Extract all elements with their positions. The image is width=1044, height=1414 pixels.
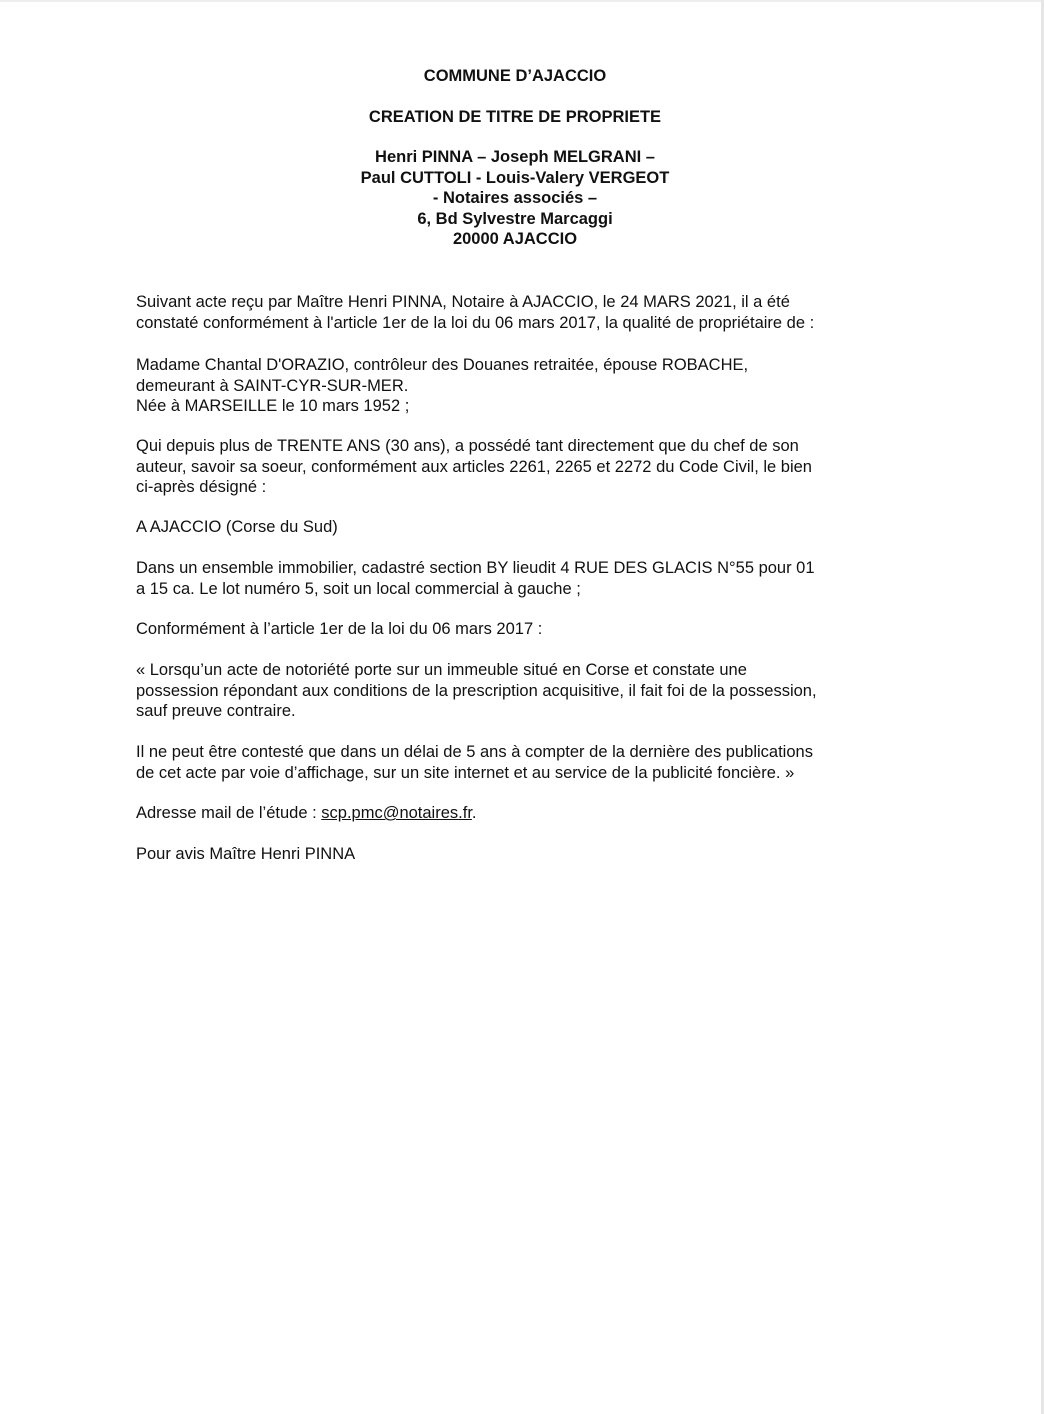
text-line: Madame Chantal D'ORAZIO, contrôleur des Douanes retraitée, épouse ROBACHE, — [136, 356, 749, 374]
citation-paragraph — [136, 660, 876, 722]
text-line: Née à MARSEILLE le 10 mars 1952 ; — [136, 397, 410, 415]
notaires-line: - Notaires associés – — [432, 189, 598, 207]
designation-paragraph — [136, 558, 876, 599]
conformement-paragraph — [136, 619, 876, 640]
notaires-line: Paul CUTTOLI - Louis-Valery VERGEOT — [360, 168, 670, 187]
page-top-edge — [0, 0, 1044, 2]
mail-label: Adresse mail de l’étude : — [136, 804, 322, 822]
notaires-block — [0, 147, 1030, 250]
mail-paragraph — [136, 803, 876, 824]
text-line: ci-après désigné : — [136, 478, 267, 496]
text-line: constaté conformément à l'article 1er de la loi du 06 mars 2017, la qualité de propriétaire de : — [136, 313, 815, 332]
text-line: sauf preuve contraire. — [136, 702, 296, 720]
text-line: « Lorsqu’un acte de notoriété porte sur un immeuble situé en Corse et constate une — [136, 661, 747, 679]
signature-line: Pour avis Maître Henri PINNA — [136, 845, 356, 863]
possession-paragraph — [136, 436, 876, 498]
notaires-line: Henri PINNA – Joseph MELGRANI – — [375, 148, 655, 166]
document-title: CREATION DE TITRE DE PROPRIETE — [368, 108, 662, 126]
text-line: auteur, savoir sa soeur, conformément aux articles 2261, 2265 et 2272 du Code Civil, le bien — [136, 457, 812, 476]
text-line: Il ne peut être contesté que dans un délai de 5 ans à compter de la dernière des publications — [136, 743, 813, 761]
contestation-paragraph — [136, 742, 876, 783]
text-line: demeurant à SAINT-CYR-SUR-MER. — [136, 376, 409, 395]
text-line: de cet acte par voie d’affichage, sur un site internet et au service de la publicité foncière. » — [136, 763, 795, 782]
notaires-line: 6, Bd Sylvestre Marcaggi — [417, 209, 613, 228]
text-line: Qui depuis plus de TRENTE ANS (30 ans), a possédé tant directement que du chef de son — [136, 437, 799, 455]
notaires-line: 20000 AJACCIO — [452, 230, 578, 248]
commune-heading: COMMUNE D’AJACCIO — [423, 67, 607, 85]
text-line: a 15 ca. Le lot numéro 5, soit un local commercial à gauche ; — [136, 579, 581, 598]
text-line: possession répondant aux conditions de la prescription acquisitive, il fait foi de la possession, — [136, 681, 817, 700]
proprietaire-paragraph — [136, 355, 876, 417]
text-line: Conformément à l’article 1er de la loi du 06 mars 2017 : — [136, 620, 543, 638]
acte-paragraph — [136, 292, 876, 333]
mail-line — [136, 803, 876, 824]
lieu-paragraph — [136, 517, 876, 538]
text-line: A AJACCIO (Corse du Sud) — [136, 518, 338, 536]
text-line: Suivant acte reçu par Maître Henri PINNA, Notaire à AJACCIO, le 24 MARS 2021, il a été — [136, 293, 790, 311]
mail-link[interactable]: scp.pmc@notaires.fr — [321, 804, 472, 822]
text-line: Dans un ensemble immobilier, cadastré section BY lieudit 4 RUE DES GLACIS N°55 pour 01 — [136, 559, 815, 577]
mail-suffix: . — [471, 804, 477, 822]
avis-paragraph — [136, 844, 876, 865]
